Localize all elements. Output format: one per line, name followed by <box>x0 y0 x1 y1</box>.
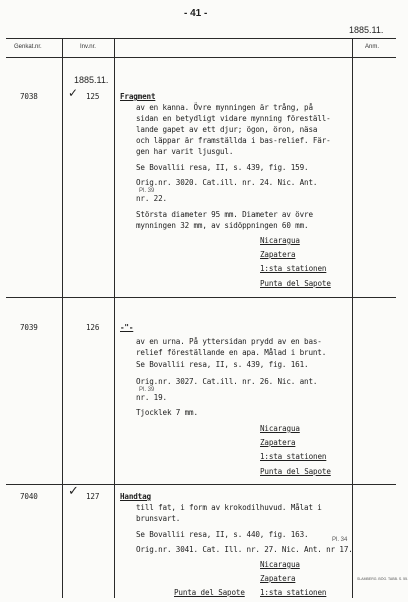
column-header-inv: Inv.nr. <box>80 44 96 50</box>
check-mark-icon: ✓ <box>68 86 79 100</box>
gen-number: 7038 <box>20 92 38 101</box>
orig-line-cont: nr. 22. <box>136 194 167 203</box>
column-divider-2 <box>114 38 115 598</box>
description-line: av en kanna. Övre mynningen är trång, på <box>136 103 313 112</box>
reference-line: Se Bovallii resa, II, s. 439, fig. 159. <box>136 163 309 172</box>
entry-title: Handtag <box>120 492 151 501</box>
inv-number: 127 <box>86 492 100 501</box>
entry-title: -"- <box>120 323 134 332</box>
inv-number: 125 <box>86 92 100 101</box>
description-line: gen har varit ljusgul. <box>136 147 234 156</box>
inv-number: 126 <box>86 323 100 332</box>
description-line: relief föreställande en apa. Målad i brunt. <box>136 348 327 357</box>
place-site: Punta del Sapote <box>260 467 331 476</box>
place-island: Zapatera <box>260 438 296 447</box>
orig-line: Orig.nr. 3041. Cat. Ill. nr. 27. Nic. Ant. nr 17. <box>136 545 353 554</box>
description-line: och läppar är framställda i bas-relief. Fär- <box>136 136 331 145</box>
description-line: brunsvart. <box>136 514 181 523</box>
description-line: till fat, i form av krokodilhuvud. Målat i <box>136 503 322 512</box>
header-top-rule <box>6 38 396 39</box>
entry-title: Fragment <box>120 92 156 101</box>
entry-separator <box>6 297 396 298</box>
place-station: 1:sta stationen <box>260 588 327 597</box>
column-divider-3 <box>352 38 353 598</box>
place-station: 1:sta stationen <box>260 264 327 273</box>
reference-line: Se Bovallii resa, II, s. 440, fig. 163. <box>136 530 309 539</box>
place-station: 1:sta stationen <box>260 452 327 461</box>
header-date: 1885.11. <box>349 25 384 35</box>
orig-line: Orig.nr. 3020. Cat.ill. nr. 24. Nic. Ant. <box>136 178 318 187</box>
column-header-anm: Anm. <box>365 44 380 50</box>
description-line: lande gapet av ett djur; ögon, öron, näsa <box>136 125 318 134</box>
place-site: Punta del Sapote <box>174 588 245 597</box>
orig-line: Orig.nr. 3027. Cat.ill. nr. 26. Nic. ant. <box>136 377 318 386</box>
measurement-line: Tjocklek 7 mm. <box>136 408 198 417</box>
measurement-line: mynningen 32 mm, av sidöppningen 60 mm. <box>136 221 309 230</box>
pencil-note: Pl. 39 <box>139 188 155 194</box>
place-country: Nicaragua <box>260 236 300 245</box>
place-island: Zapatera <box>260 574 296 583</box>
description-line: sidan en betydligt vidare mynning föreställ- <box>136 114 331 123</box>
description-line: av en urna. På yttersidan prydd av en bas- <box>136 337 322 346</box>
entry-date: 1885.11. <box>74 75 109 85</box>
gen-number: 7040 <box>20 492 38 501</box>
check-mark-icon: ✓ <box>68 483 79 498</box>
header-bottom-rule <box>6 57 396 58</box>
gen-number: 7039 <box>20 323 38 332</box>
measurement-line: Största diameter 95 mm. Diameter av övre <box>136 210 313 219</box>
place-country: Nicaragua <box>260 560 300 569</box>
reference-line: Se Bovallii resa, II, s. 439, fig. 161. <box>136 360 309 369</box>
pencil-note: Pl. 34 <box>332 537 348 543</box>
column-divider-1 <box>62 38 63 598</box>
pencil-note: Pl. 39 <box>139 387 155 393</box>
place-site: Punta del Sapote <box>260 279 331 288</box>
page-number: - 41 - <box>184 8 208 19</box>
place-country: Nicaragua <box>260 424 300 433</box>
column-header-genkat: Genkat.nr. <box>14 44 42 50</box>
orig-line-cont: nr. 19. <box>136 393 167 402</box>
entry-separator <box>6 484 396 485</box>
printer-mark: SLAMBERG. BÖG. TABB. S. 55. <box>357 577 408 581</box>
place-island: Zapatera <box>260 250 296 259</box>
